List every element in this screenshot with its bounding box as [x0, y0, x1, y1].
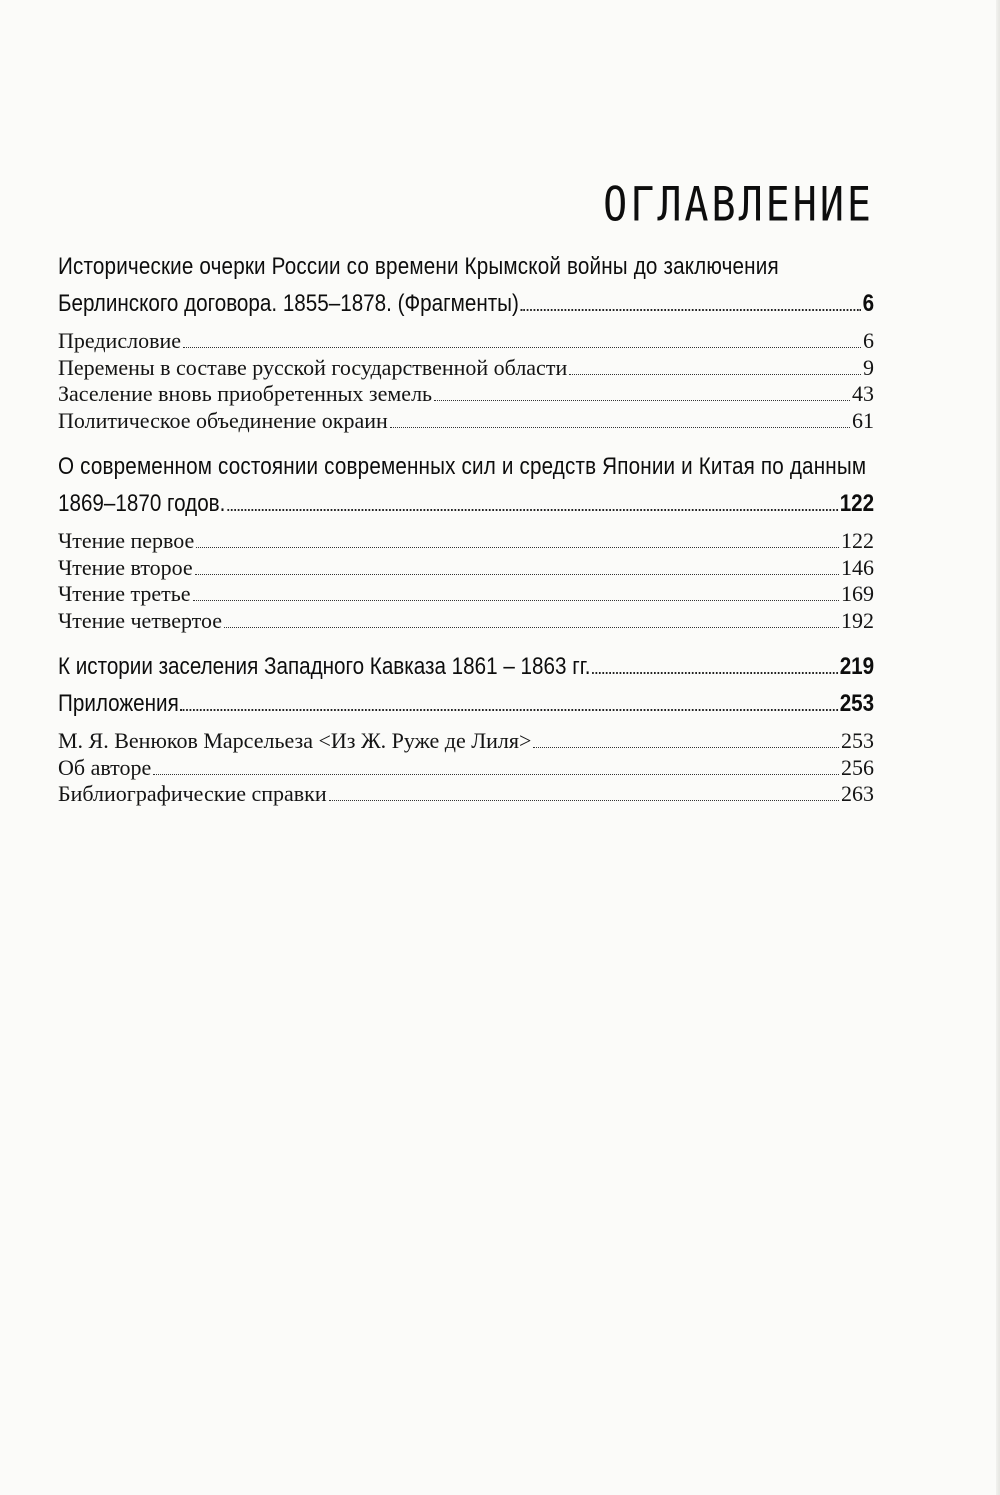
toc-entries	[58, 528, 874, 634]
entry-title: М. Я. Венюков Марсельеза <Из Ж. Руже де Лиля>	[58, 728, 532, 753]
toc-entry	[58, 381, 874, 408]
toc-entry	[58, 581, 874, 608]
toc-entry	[58, 408, 874, 435]
toc-entries	[58, 728, 874, 808]
dot-leader	[533, 747, 839, 748]
entry-page-number: 43	[852, 381, 874, 406]
dot-leader	[195, 574, 839, 575]
entry-title: Перемены в составе русской государственной области	[58, 354, 568, 380]
entry-page-number: 169	[841, 581, 874, 606]
dot-leader	[329, 800, 839, 801]
toc-section	[58, 448, 874, 634]
page-edge	[996, 0, 1000, 1495]
section-page-number: 253	[839, 690, 875, 717]
section-heading	[58, 448, 874, 522]
entry-page-number: 263	[841, 781, 874, 806]
entry-title: Чтение третье	[58, 581, 191, 606]
dot-leader	[196, 547, 839, 548]
toc-entry	[58, 781, 874, 808]
entry-page-number: 192	[841, 607, 874, 633]
entry-title: Предисловие	[58, 328, 181, 353]
dot-leader	[227, 509, 838, 511]
table-of-contents	[58, 178, 874, 822]
section-title-row	[58, 648, 874, 685]
entry-title: Об авторе	[58, 754, 152, 780]
entry-page-number: 122	[841, 528, 874, 553]
entry-page-number: 253	[841, 728, 874, 753]
section-title-row	[58, 685, 874, 722]
toc-entry	[58, 528, 874, 555]
dot-leader	[183, 347, 861, 348]
toc-entry	[58, 608, 874, 635]
entry-page-number: 146	[841, 554, 874, 580]
toc-entry	[58, 755, 874, 782]
section-title-line: Исторические очерки России со времени Крымской войны до заключения	[58, 253, 779, 280]
section-page-number: 6	[862, 290, 875, 317]
section-heading	[58, 648, 874, 722]
dot-leader	[569, 374, 861, 375]
dot-leader	[390, 427, 850, 428]
entry-page-number: 6	[863, 328, 874, 353]
toc-entry	[58, 728, 874, 755]
dot-leader	[153, 774, 839, 775]
dot-leader	[224, 627, 839, 628]
toc-title: ОГЛАВЛЕНИЕ	[603, 178, 874, 233]
entry-title: Политическое объединение окраин	[58, 407, 388, 433]
entry-page-number: 9	[863, 354, 874, 380]
section-title-row	[58, 285, 874, 322]
entry-title: Библиографические справки	[58, 781, 327, 806]
section-title-text: Берлинского договора. 1855–1878. (Фрагменты)	[58, 290, 519, 317]
toc-entry	[58, 555, 874, 582]
dot-leader	[434, 400, 850, 401]
toc-entry	[58, 355, 874, 382]
section-title-line: О современном состоянии современных сил и средств Японии и Китая по данным	[58, 453, 867, 480]
section-page-number: 122	[839, 490, 875, 517]
toc-entry	[58, 328, 874, 355]
dot-leader	[180, 709, 837, 711]
toc-section	[58, 248, 874, 434]
entry-page-number: 61	[852, 407, 874, 433]
section-title-text: К истории заселения Западного Кавказа 1861 – 1863 гг.	[58, 653, 591, 680]
toc-entries	[58, 328, 874, 434]
dot-leader	[193, 600, 839, 601]
section-title-row	[58, 485, 874, 522]
entry-title: Чтение второе	[58, 554, 193, 580]
dot-leader	[592, 672, 838, 674]
entry-title: Заселение вновь приобретенных земель	[58, 381, 433, 406]
dot-leader	[521, 309, 861, 311]
entry-page-number: 256	[841, 754, 874, 780]
toc-section	[58, 648, 874, 808]
entry-title: Чтение четвертое	[58, 607, 223, 633]
section-page-number: 219	[839, 653, 875, 680]
entry-title: Чтение первое	[58, 528, 195, 553]
section-heading	[58, 248, 874, 322]
section-title-text: 1869–1870 годов.	[58, 490, 226, 517]
section-title-text: Приложения	[58, 690, 179, 717]
